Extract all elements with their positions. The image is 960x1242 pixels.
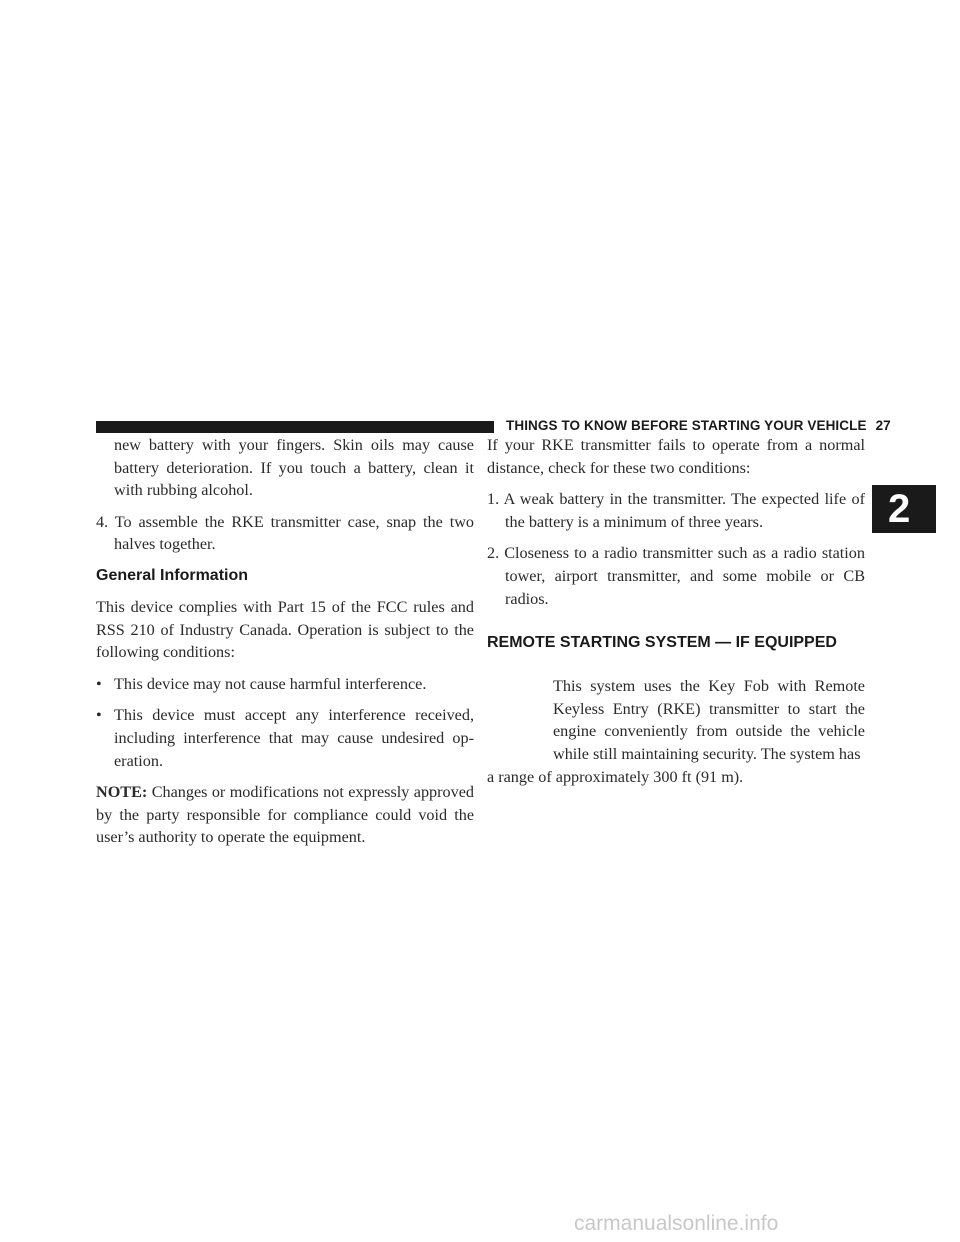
step-4: 4. To assemble the RKE transmitter case, snap the two halves together. <box>96 512 474 554</box>
chapter-tab: 2 <box>872 485 936 533</box>
bullet-text: This device may not cause harmful interference. <box>114 674 427 693</box>
left-column <box>96 434 474 849</box>
remote-start-description: This system uses the Key Fob with Remote Keyless Entry (RKE) transmitter to start the engine conveniently from outside the vehicle while still maintaining security. The system has <box>553 677 865 763</box>
rke-failure-intro: If your RKE transmitter fails to operate from a normal distance, check for these two conditions: <box>487 436 865 477</box>
section-title: THINGS TO KNOW BEFORE STARTING YOUR VEHICLE <box>506 418 867 433</box>
watermark: carmanualsonline.info <box>574 1212 779 1235</box>
bullet-icon: • <box>96 674 102 693</box>
condition-2: 2. Closeness to a radio transmitter such as a radio station tower, airport transmitter, and some mobile or CB radios. <box>487 544 865 608</box>
header-rule-bar <box>96 421 494 433</box>
remote-start-range: a range of approximately 300 ft (91 m). <box>487 767 744 786</box>
bullet-icon: • <box>96 706 102 725</box>
condition-1: 1. A weak battery in the transmitter. The expected life of the battery is a minimum of three years. <box>487 490 865 531</box>
right-column <box>487 434 865 788</box>
bullet-text: This device must accept any interference received, including interference that may cause undesired op-eration. <box>114 706 474 770</box>
remote-starting-heading: REMOTE STARTING SYSTEM — IF EQUIPPED <box>487 634 837 652</box>
page-number: 27 <box>875 418 891 433</box>
fcc-paragraph: This device complies with Part 15 of the FCC rules and RSS 210 of Industry Canada. Operation is subject to the following conditions: <box>96 597 474 662</box>
note-label: NOTE: <box>96 783 148 802</box>
note-text: Changes or modifications not expressly approved by the party responsible for compliance could void the user’s authority to operate the equipment. <box>96 783 474 847</box>
bullet-item <box>96 673 474 696</box>
note-paragraph <box>96 781 474 849</box>
general-information-heading: General Information <box>96 566 249 584</box>
bullet-item <box>96 704 474 772</box>
running-header <box>506 418 891 433</box>
battery-continuation: new battery with your fingers. Skin oils may cause battery deterioration. If you touch a battery, clean it with rubbing alcohol. <box>114 436 474 500</box>
